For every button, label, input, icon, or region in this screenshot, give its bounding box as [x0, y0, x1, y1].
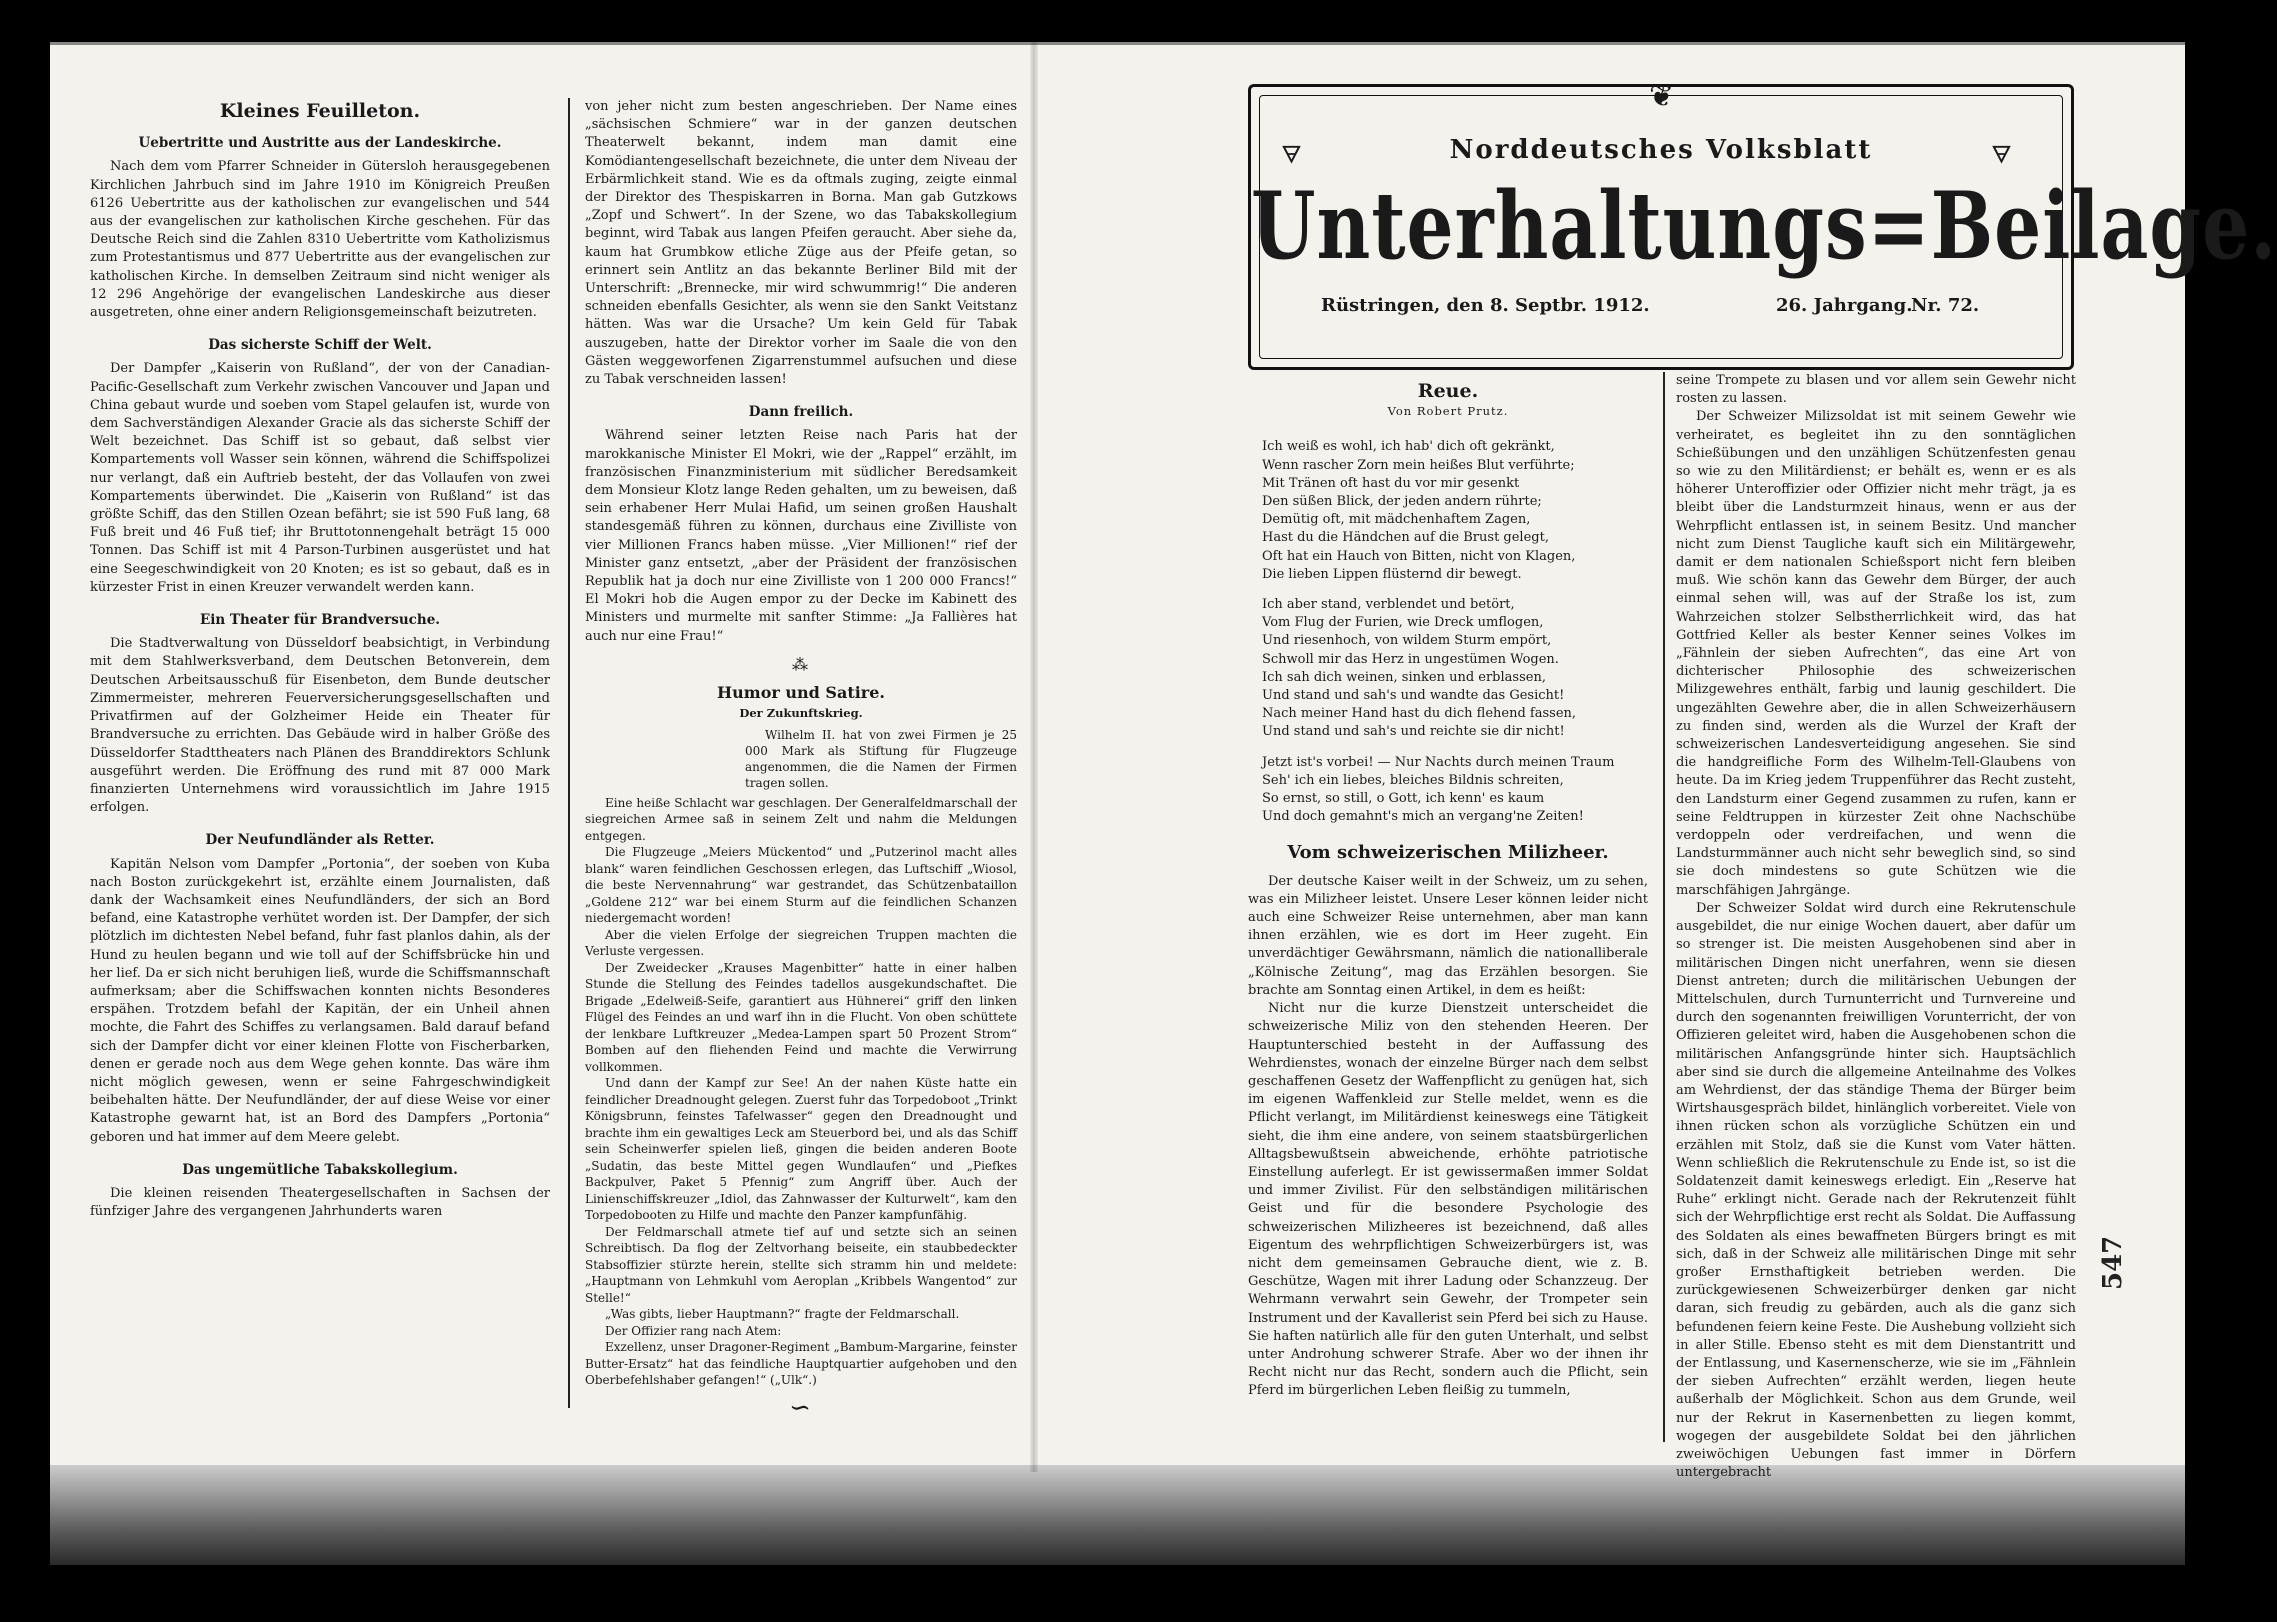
poem-line: Und riesenhoch, von wildem Sturm empört,	[1262, 633, 1552, 649]
humor-epigraph: Wilhelm II. hat von zwei Firmen je 25 000 Mark als Stiftung für Flugzeuge angenommen, die die Namen der Firmen tragen sollen.	[745, 727, 1017, 790]
column-3	[1248, 378, 1648, 1468]
poem-line: Jetzt ist's vorbei! — Nur Nachts durch meinen Traum	[1262, 754, 1615, 770]
poem-line: Seh' ich ein liebes, bleiches Bildnis schreiten,	[1262, 772, 1564, 788]
poem-author: Von Robert Prutz.	[1387, 404, 1509, 419]
poem-line: Ich aber stand, verblendet und betört,	[1262, 597, 1515, 613]
fleuron-ornament-icon: ❦	[1649, 79, 1675, 114]
poem-line: Ich weiß es wohl, ich hab' dich oft gekränkt,	[1262, 439, 1555, 455]
poem	[1248, 438, 1648, 826]
page-number: 547	[2098, 1235, 2128, 1290]
poem-line: Hast du die Händchen auf die Brust gelegt,	[1262, 530, 1549, 546]
humor-text: Die Flugzeuge „Meiers Mückentod“ und „Putzerinol macht alles blank“ waren feindlichen Geschossen erlegen, das Luftschiff „Wiosol, die beste Nervennahrung“ war gestrandet, das Schützenbataillon „Goldene 212“ war bei einem Sturm auf die feindlichen Schanzen niedergemacht worden!	[585, 845, 1017, 925]
poem-line: Nach meiner Hand hast du dich flehend fassen,	[1262, 706, 1577, 722]
article-text: Nach dem vom Pfarrer Schneider in Gütersloh herausgegebenen Kirchlichen Jahrbuch sind im Jahre 1910 im Königreich Preußen 6126 Uebertritte aus der katholischen zur evangelischen und 544 aus der evangelischen zur katholischen Kirche geschehen. Für das Deutsche Reich sind die Zahlen 8310 Uebertritte vom Katholizismus zum Protestantismus und 877 Uebertritte aus der evangelischen zur katholischen Kirche. In demselben Zeitraum sind nicht weniger als 12 296 Angehörige der evangelischen Landeskirche aus dieser ausgetreten, ohne einer andern Religionsgemeinschaft beizutreten.	[90, 159, 550, 321]
poem-line: Vom Flug der Furien, wie Dreck umflogen,	[1262, 615, 1544, 631]
humor-text: Der Offizier rang nach Atem:	[605, 1323, 782, 1338]
poem-title: Reue.	[1417, 380, 1479, 402]
poem-line: Ich sah dich weinen, sinken und erblassen,	[1262, 669, 1546, 685]
article-text: Während seiner letzten Reise nach Paris hat der marokkanische Minister El Mokri, wie der „Rappel“ erzählt, im französischen Finanzministerium mit südlicher Beredsamkeit dem Monsieur Klotz lange Reden gehalten, um zu beweisen, daß sein erhabener Herr Mulai Hafid, um seinen großen Haushalt standesgemäß führen zu können, durchaus eine Zivilliste von vier Millionen Francs haben müsse. „Vier Millionen!“ rief der Minister ganz entsetzt, „aber der Präsident der französischen Republik hat ja doch nur eine Zivilliste von 1 200 000 Francs!“ El Mokri hob die Augen empor zu der Decke im Kabinett des Ministers und murmelte mit sanfter Stimme: „Ja Fallières hat auch nur eine Frau!“	[585, 428, 1017, 644]
humor-text: Der Feldmarschall atmete tief auf und setzte sich an seinen Schreibtisch. Da flog der Zeltvorhang beiseite, ein staubbedeckter Stabsoffizier stürzte herein, stellte sich stramm hin und meldete: „Hauptmann von Lehmkuhl vom Aeroplan „Kribbels Wangentod“ zur Stelle!“	[585, 1224, 1017, 1305]
poem-line: Den süßen Blick, der jeden andern rührte;	[1262, 494, 1542, 510]
page-fold	[1030, 42, 1038, 1472]
poem-line: Oft hat ein Hauch von Bitten, nicht von Klagen,	[1262, 548, 1576, 564]
column-4	[1676, 372, 2076, 1481]
humor-text: „Was gibts, lieber Hauptmann?“ fragte der Feldmarschall.	[605, 1307, 960, 1321]
section-heading: Dann freilich.	[748, 404, 854, 421]
article-text: Die Stadtverwaltung von Düsseldorf beabsichtigt, in Verbindung mit dem Stahlwerksverband, dem Deutschen Betonverein, dem Deutschen Arbeitsausschuß für Eisenbeton, dem Bunde deutscher Zimmermeister, mehreren Feuerversicherungsgesellschaften und Privatfirmen auf der Golzheimer Heide ein Theater für Brandversuche zu errichten. Das Gebäude wird in halber Größe des Düsseldorfer Stadttheaters nach Plänen des Branddirektors Schlunk ausgeführt werden. Die Eröffnung des rund mit 87 000 Mark finanzierten Unternehmens wird voraussichtlich im Jahre 1915 erfolgen.	[90, 636, 550, 816]
humor-text: Aber die vielen Erfolge der siegreichen Truppen machten die Verluste vergessen.	[585, 927, 1017, 958]
poem-line: Die lieben Lippen flüsternd dir bewegt.	[1262, 566, 1522, 582]
article-title: Vom schweizerischen Milizheer.	[1287, 842, 1609, 864]
humor-text: Exzellenz, unser Dragoner-Regiment „Bambum-Margarine, feinster Butter-Ersatz“ hat das feindliche Hauptquartier aufgehoben und den Oberbefehlshaber gefangen!“ („Ulk“.)	[585, 1340, 1017, 1387]
article-text: seine Trompete zu blasen und vor allem sein Gewehr nicht rosten zu lassen.	[1676, 373, 2076, 407]
column-1	[90, 98, 550, 1463]
ornament-lamp-icon: 🜃	[1281, 141, 1302, 169]
section-heading: Uebertritte und Austritte aus der Landeskirche.	[138, 135, 502, 152]
article-text: Der deutsche Kaiser weilt in der Schweiz, um zu sehen, was ein Milizheer leistet. Unsere Leser können leider nicht auch eine Schweizer Reise unternehmen, aber man kann ihnen erzählen, wie es dort im Heer zugeht. Ein unverdächtiger Gewährsmann, nämlich die nationalliberale „Kölnische Zeitung“, mag das Erzählen besorgen. Sie brachte am Sonntag einen Artikel, in dem es heißt:	[1248, 873, 1648, 998]
poem-line: Schwoll mir das Herz in ungestümen Wogen.	[1262, 651, 1559, 667]
masthead-title: Unterhaltungs=Beilage.	[1251, 173, 2277, 281]
column-rule	[1663, 372, 1665, 1442]
poem-stanza-1	[1262, 438, 1648, 584]
issue-number: Nr. 72.	[1911, 295, 1980, 316]
poem-stanza-3	[1262, 754, 1648, 827]
end-swash-icon: ∽	[789, 1392, 813, 1423]
poem-line: Wenn rascher Zorn mein heißes Blut verführte;	[1262, 457, 1575, 473]
article-text: Kapitän Nelson vom Dampfer „Portonia“, der soeben von Kuba nach Boston zurückgekehrt ist, erzählte einem Journalisten, daß dank der Wachsamkeit eines Neufundländers, der sich an Bord befand, eine Katastrophe verhütet worden ist. Der Dampfer, der sich plötzlich im dichtesten Nebel befand, fuhr fast planlos dahin, als der Hund zu heulen begann und wie toll auf der Schiffsbrücke hin und her lief. Da er sich nicht beruhigen ließ, wurde die Schiffsmannschaft aufmerksam; aber die Schiffswachen konnten nichts Besonderes erspähen. Trotzdem befahl der Kapitän, der ein Unheil ahnen mochte, die Fahrt des Schiffes zu verlangsamen. Bald darauf befand sich der Dampfer dicht vor einer kleinen Flotte von Fischerbarken, denen er gerade noch aus dem Wege gehen konnte. Das wäre ihm nicht möglich gewesen, wenn er seine Fahrgeschwindigkeit beibehalten hätte. Der Neufundländer, der auf diese Weise vor einer Katastrophe gewarnt hat, ist an Bord des Dampfers „Portonia“ geboren und hat immer auf dem Meere gelebt.	[90, 856, 550, 1145]
humor-text: Und dann der Kampf zur See! An der nahen Küste hatte ein feindlicher Dreadnought gelegen. Zuerst fuhr das Torpedoboot „Trinkt Königsbrunn, feinstes Tafelwasser“ gegen den Dreadnought und brachte ihm ein gewaltiges Leck am Steuerbord bei, und als das Schiff sein Scheinwerfer spielen ließ, gingen die beiden anderen Boote „Sudatin, das beste Mittel gegen Wundlaufen“ und „Piefkes Backpulver, Paket 5 Pfennig“ zum Angriff über. Auch der Linienschiffskreuzer „Idiol, das Zahnwasser der Kulturwelt“, kam den Torpedobooten zu Hilfe und machte den Panzer kampfunfähig.	[585, 1076, 1017, 1222]
column-2	[585, 98, 1017, 1423]
poem-line: Und doch gemahnt's mich an vergang'ne Zeiten!	[1262, 809, 1584, 825]
article-text: Der Schweizer Milizsoldat ist mit seinem Gewehr wie verheiratet, es begleitet ihn zu den sonntäglichen Schießübungen und den unzähligen Schützenfesten genau so wie zu den Militärdienst; er behält es, wenn er es als höherer Unteroffizier oder Offizier nicht mehr trägt, ja es bleibt über die Landsturmzeit hinaus, wenn er aus der Wehrpflicht entlassen ist, in seinem Besitz. Und mancher nicht zum Dienst Taugliche kauft sich ein Militärgewehr, damit er dem nationalen Schießsport nicht fern bleiben muß. Wie schön kann das Gewehr dem Bürger, der auch einmal sehen will, was auf der Straße los ist, zum Wahrzeichen stolzer Selbstherrlichkeit wird, das hat Gottfried Keller als bester Kenner seines Volkes im „Fähnlein der sieben Aufrechten“, das eine Art von dichterischer Philosophie des schweizerischen Milizgewehres enthält, farbig und launig geschildert. Die ungezählten Gewehre aber, die in allen Schweizerhäusern zu finden sind, werden als die Wurzel der Kraft der schweizerischen Landesverteidigung angesehen. Sie sind die handgreifliche Form des Wilhelm-Tell-Glaubens von heute. Da im Krieg jedem Truppenführer das Recht zusteht, den Landsturm einer Gegend zusammen zu rufen, kann er seine Feldtruppen in kürzester Zeit ohne Nachschübe verdoppeln oder verdreifachen, und wenn die Landsturmmänner auch nicht sehr beweglich sind, so sind sie doch mindestens so gute Schützen wie die marschfähigen Jahrgänge.	[1676, 409, 2076, 898]
article-text: Der Dampfer „Kaiserin von Rußland“, der von der Canadian-Pacific-Gesellschaft zum Verkehr zwischen Vancouver und Japan und China gebaut wurde und soeben vom Stapel gelaufen ist, wurde von dem Sachverständigen Alexander Gracie als das sicherste Schiff der Welt bezeichnet. Das Schiff ist so gebaut, daß selbst vier Kompartements voll Wasser sein können, während die Schiffspolizei nur verlangt, daß ein Auftrieb besteht, der das Vollaufen von zwei Kompartements überwindet. Die „Kaiserin von Rußland“ ist das größte Schiff, das den Stillen Ozean befährt; sie ist 590 Fuß lang, 68 Fuß breit und 46 Fuß tief; ihr Bruttotonnengehalt beträgt 15 000 Tonnen. Das Schiff ist mit 4 Parson-Turbinen ausgerüstet und hat eine Seegeschwindigkeit von 20 Knoten; es ist so gebaut, daß es in kürzester Frist in einen Kreuzer verwandelt werden kann.	[90, 361, 550, 595]
issue-year: 26. Jahrgang.	[1776, 295, 1913, 316]
humor-title: Humor und Satire.	[717, 683, 885, 703]
section-heading: Das sicherste Schiff der Welt.	[208, 337, 432, 354]
poem-line: Und stand und sah's und reichte sie dir nicht!	[1262, 724, 1565, 740]
article-text: von jeher nicht zum besten angeschrieben. Der Name eines „sächsischen Schmiere“ war in der ganzen deutschen Theaterwelt bekannt, indem man damit eine Komödiantengesellschaft bezeichnete, die unter dem Niveau der Erbärmlichkeit stand. Wie es da oftmals zuging, zeigte einmal der Direktor des Thespiskarren in Borna. Man gab Gutzkows „Zopf und Schwert“. In der Szene, wo das Tabakskollegium beginnt, wird Tabak aus langen Pfeifen geraucht. Aber siehe da, kaum hat Grumbkow etliche Züge aus der Pfeife getan, so erinnert sein Antlitz an das bekannte Berliner Bild mit der Unterschrift: „Brennecke, mir wird schwummrig!“ Die anderen schneiden ebenfalls Gesichter, als wenn sie den Sankt Veitstanz hätten. Was war die Ursache? Um kein Geld für Tabak auszugeben, hatte der Direktor vorher im Saale die von den Gästen weggeworfenen Zigarrenstummel aufsuchen und diese zu Tabak verschneiden lassen!	[585, 99, 1017, 388]
column-rule	[568, 98, 570, 1408]
humor-subtitle: Der Zukunftskrieg.	[739, 706, 863, 721]
issue-date: Rüstringen, den 8. Septbr. 1912.	[1321, 295, 1650, 316]
masthead	[1248, 79, 2277, 370]
article-text: Die kleinen reisenden Theatergesellschaften in Sachsen der fünfziger Jahre des vergangenen Jahrhunderts waren	[90, 1185, 550, 1220]
masthead-overtitle: Norddeutsches Volksblatt	[1449, 135, 1873, 165]
section-heading: Ein Theater für Brandversuche.	[199, 612, 440, 629]
section-heading: Das ungemütliche Tabakskollegium.	[182, 1161, 458, 1178]
humor-text: Eine heiße Schlacht war geschlagen. Der Generalfeldmarschall der siegreichen Armee saß in seinem Zelt und nahm die Meldungen entgegen.	[585, 795, 1017, 843]
poem-stanza-2	[1262, 596, 1648, 742]
poem-line: So ernst, so still, o Gott, ich kenn' es kaum	[1262, 791, 1545, 807]
humor-text: Der Zweidecker „Krauses Magenbitter“ hatte in einer halben Stunde die Stellung des Feindes tadellos ausgekundschaftet. Die Brigade „Edelweiß-Seife, garantiert aus Hühnerei“ griff den linken Flügel des Feindes an und warf ihn in die Flucht. Von oben schüttete der lenkbare Luftkreuzer „Medea-Lampen spart 50 Prozent Strom“ Bomben auf den fliehenden Feind und machte die Verwirrung vollkommen.	[585, 960, 1017, 1074]
article-text: Nicht nur die kurze Dienstzeit unterscheidet die schweizerische Miliz von den stehenden Heeren. Der Hauptunterschied besteht in der Auffassung des Wehrdienstes, wonach der einzelne Bürger nach dem selbst geschaffenen Gesetz der Waffenpflicht zu genügen hat, sich im eigenen Waffenkleid zur Stelle meldet, wenn es die Pflicht verlangt, im Militärdienst keineswegs eine Tätigkeit sieht, die ihm eine andere, von seinem staatsbürgerlichen Alltagsbewußtsein abweichende, erhöhte patriotische Einstellung auferlegt. Er ist gewissermaßen immer Soldat und immer Zivilist. Für den selbständigen militärischen Geist und für die besondere Psychologie des schweizerischen Milizheeres ist bezeichnend, daß alles Eigentum des wehrpflichtigen Schweizerbürgers ist, was nicht dem gemeinsamen Gebrauche dient, wie z. B. Geschütze, Wagen mit ihrer Ladung oder Schanzzeug. Der Wehrmann verwahrt sein Gewehr, der Trompeter sein Instrument und der Kavallerist sein Pferd bei sich zu Hause. Sie haften natürlich alle für den guten Unterhalt, und selbst unter Androhung schwerer Strafe. Aber wo der ihnen ihr Recht nicht nur das Recht, sondern auch die Pflicht, sein Pferd im bürgerlichen Leben fleißig zu tummeln,	[1248, 1001, 1648, 1399]
poem-line: Und stand und sah's und wandte das Gesicht!	[1262, 688, 1565, 704]
ornament-divider-icon: ⁂	[792, 654, 810, 674]
poem-line: Mit Tränen oft hast du vor mir gesenkt	[1262, 475, 1520, 491]
section-heading: Der Neufundländer als Retter.	[205, 832, 435, 849]
feuilleton-title: Kleines Feuilleton.	[219, 100, 421, 122]
ornament-lamp-icon: 🜃	[1991, 141, 2012, 169]
article-text: Der Schweizer Soldat wird durch eine Rekrutenschule ausgebildet, die nur einige Wochen dauert, aber dafür um so strenger ist. Die meisten Ausgehobenen sind aber in militärischen Dingen nicht unerfahren, wenn sie diesen Dienst antreten; durch die militärischen Uebungen der Mittelschulen, durch Turnunterricht und Turnvereine und durch den sogenannten freiwilligen Vorunterricht, der von Offizieren geleitet wird, haben die Ausgehobenen schon die militärischen Anfangsgründe hinter sich. Hauptsächlich aber sind sie durch die allgemeine Anteilnahme des Volkes am Wehrdienst, der das ständige Thema der Bürger beim Wirtshausgespräch bildet, hinlänglich vorbereitet. Viele von ihnen rücken schon als vorzügliche Schützen ein und erzählen mit Stolz, daß sie die Kunst vom Vater hätten. Wenn schließlich die Rekrutenschule zu Ende ist, so ist die Soldatenzeit damit keineswegs erledigt. Ein „Reserve hat Ruhe“ erklingt nicht. Gerade nach der Rekrutenzeit fühlt sich der Wehrpflichtige erst recht als Soldat. Die Auffassung des Soldaten als eines bewaffneten Bürgers bringt es mit sich, daß in der Schweiz alle militärischen Dinge mit sehr großer Ernsthaftigkeit betrieben werden. Die zurückgewiesenen Schweizerbürger denken gar nicht daran, sich freudig zu gebärden, auch als die ganz sich befundenen feiern keine Feste. Die Aushebung vollzieht sich in aller Stille. Ebenso steht es mit dem Dienstantritt und der Entlassung, und Kasernenscherze, wie sie im „Fähnlein der sieben Aufrechten“ erzählt werden, liegen heute außerhalb der Möglichkeit. Schon aus dem Grunde, weil nur der Rekrut in Kasernenbetten zu liegen kommt, wogegen der ausgebildete Soldat bei den jährlichen zweiwöchigen Uebungen fast immer in Dörfern untergebracht	[1676, 900, 2076, 1481]
poem-line: Demütig oft, mit mädchenhaftem Zagen,	[1262, 512, 1531, 528]
